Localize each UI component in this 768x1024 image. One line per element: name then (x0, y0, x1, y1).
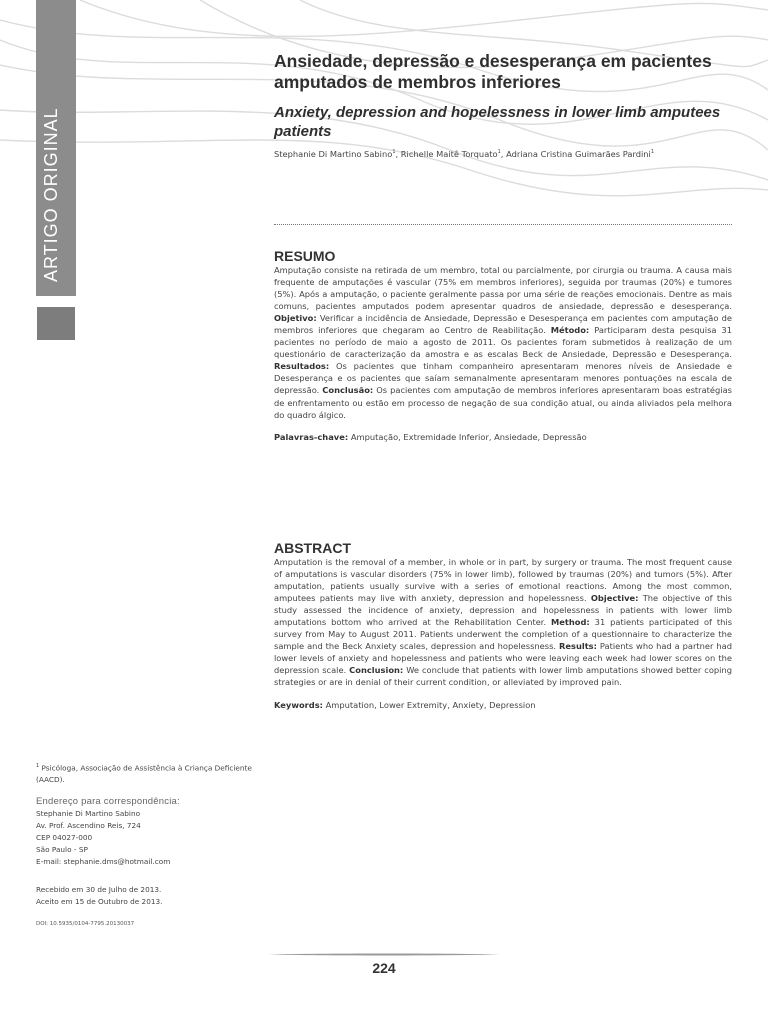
abstract-keywords (274, 700, 732, 710)
header-decoration (0, 0, 768, 200)
affiliation-mark: 1 (36, 763, 40, 769)
abstract-keywords-label: Keywords: (274, 699, 323, 710)
abstract-objective-label: Objective: (590, 593, 639, 604)
abstract-results: Patients who had a partner had lower levels of anxiety and hopelessness and patients who were leaving each week had lower scores on the depression scale. (274, 641, 732, 676)
affiliation-text: Psicóloga, Associação de Assistência à Criança Deficiente (AACD). (36, 763, 252, 785)
author-affiliation-mark: 1 (392, 149, 396, 156)
resumo-results-label: Resultados: (274, 361, 330, 372)
abstract-conclusion: We conclude that patients with lower limb amputations showed better coping strategies or are in denial of their current condition, or alleviated by improved pain. (274, 665, 732, 688)
resumo-body (274, 264, 732, 421)
author-name: Stephanie Di Martino Sabino (274, 149, 393, 159)
section-label: ARTIGO ORIGINAL (41, 107, 61, 282)
title-english: Anxiety, depression and hopelessness in lower limb amputees patients (274, 104, 721, 140)
abstract-intro: Amputation is the removal of a member, in whole or in part, by surgery or trauma. The most frequent cause of amputations is vascular disorders (75% in lower limb), followed by traumas (20%) and tumors (5%). After amputation, patients usually survive with a series of emotional reactions. Among the most common, amputees patients may live with anxiety, depression and hopelessness. (274, 557, 732, 604)
resumo-intro: Amputação consiste na retirada de um membro, total ou parcialmente, por cirurgia ou trauma. A causa mais frequente de amputações é vascular (75% em membros inferiores), seguida por traumas (20%) e tumores (5%). Após a amputação, o paciente geralmente passa por uma série de reações emocionais. Dentre as mais comuns, pacientes amputados podem apresentar quadros de ansiedade, depressão e desesperança. (274, 265, 732, 312)
abstract-section (274, 540, 732, 710)
resumo-keywords (274, 432, 732, 442)
resumo-conclusion-label: Conclusão: (322, 385, 374, 396)
abstract-heading: ABSTRACT (274, 540, 351, 556)
correspondence-block (36, 796, 266, 868)
title-portuguese: Ansiedade, depressão e desesperança em pacientes amputados de membros inferiores (274, 51, 712, 92)
correspondence-heading: Endereço para correspondência: (36, 796, 180, 807)
author-separator: , (500, 149, 507, 159)
author-affiliation-mark: 1 (650, 149, 655, 156)
author-list (274, 149, 732, 159)
abstract-results-label: Results: (559, 641, 597, 652)
resumo-keywords-text: Amputação, Extremidade Inferior, Ansiedade, Depressão (350, 431, 587, 442)
abstract-body (274, 556, 732, 689)
resumo-results: Os pacientes que tinham companheiro apresentaram menores níveis de Ansiedade e Desesperança e os pacientes que saíam semanalmente apresentaram menores pontuações na escala de depressão. (274, 361, 732, 396)
abstract-keywords-text: Amputation, Lower Extremity, Anxiety, Depression (325, 699, 536, 710)
correspondence-cep: CEP 04027-000 (36, 833, 93, 842)
affiliation-note (36, 760, 266, 786)
abstract-method: 31 patients participated of this survey from May to August 2011. Patients underwent the completion of a questionnaire to characterize the sample and the Beck Anxiety scales, depression and hopelessness. (274, 617, 733, 652)
author-name: Adriana Cristina Guimarães Pardini (506, 149, 651, 159)
footer-divider (268, 953, 500, 956)
author-separator: , (395, 149, 401, 159)
page-number: 224 (372, 960, 396, 976)
dotted-divider (274, 224, 732, 225)
abstract-objective: The objective of this study assessed the incidence of anxiety, depression and hopelessness in patients with lower limb amputations bottom who arrived at the Rehabilitation Center. (274, 593, 732, 628)
resumo-method: Participaram desta pesquisa 31 pacientes no período de maio a agosto de 2011. Os pacientes foram submetidos à realização de um questionário de caracterização da amostra e as escalas Beck de Ansiedade, Depressão e Desesperança. (274, 325, 732, 360)
resumo-heading: RESUMO (274, 248, 336, 264)
resumo-objective: Verificar a incidência de Ansiedade, Depressão e Desesperança em pacientes com amputação de membros inferiores que chegaram ao Centro de Reabilitação. (274, 313, 732, 336)
resumo-section (274, 248, 732, 442)
abstract-method-label: Method: (551, 617, 590, 628)
correspondence-city: São Paulo - SP (36, 845, 88, 854)
abstract-conclusion-label: Conclusion: (349, 665, 404, 676)
accepted-date: Aceito em 15 de Outubro de 2013. (36, 897, 163, 906)
resumo-objective-label: Objetivo: (274, 313, 317, 324)
author-affiliation-mark: 1 (497, 149, 501, 156)
correspondence-name: Stephanie Di Martino Sabino (36, 809, 141, 818)
dates-block (36, 884, 266, 908)
side-box (37, 307, 75, 340)
resumo-keywords-label: Palavras-chave: (274, 431, 349, 442)
correspondence-email: E-mail: stephanie.dms@hotmail.com (36, 857, 171, 866)
doi: DOI: 10.5935/0104-7795.20130037 (36, 921, 135, 927)
received-date: Recebido em 30 de Julho de 2013. (36, 885, 162, 894)
resumo-conclusion: Os pacientes com amputação de membros inferiores apresentaram boas estratégias de enfrentamento ou estão em processo de negação de sua condição atual, ou ainda aliviados pela melhora do quadro álgico. (274, 385, 732, 420)
author-name: Richelle Maitê Torquato (400, 149, 498, 159)
resumo-method-label: Método: (550, 325, 590, 336)
correspondence-street: Av. Prof. Ascendino Reis, 724 (36, 821, 141, 830)
